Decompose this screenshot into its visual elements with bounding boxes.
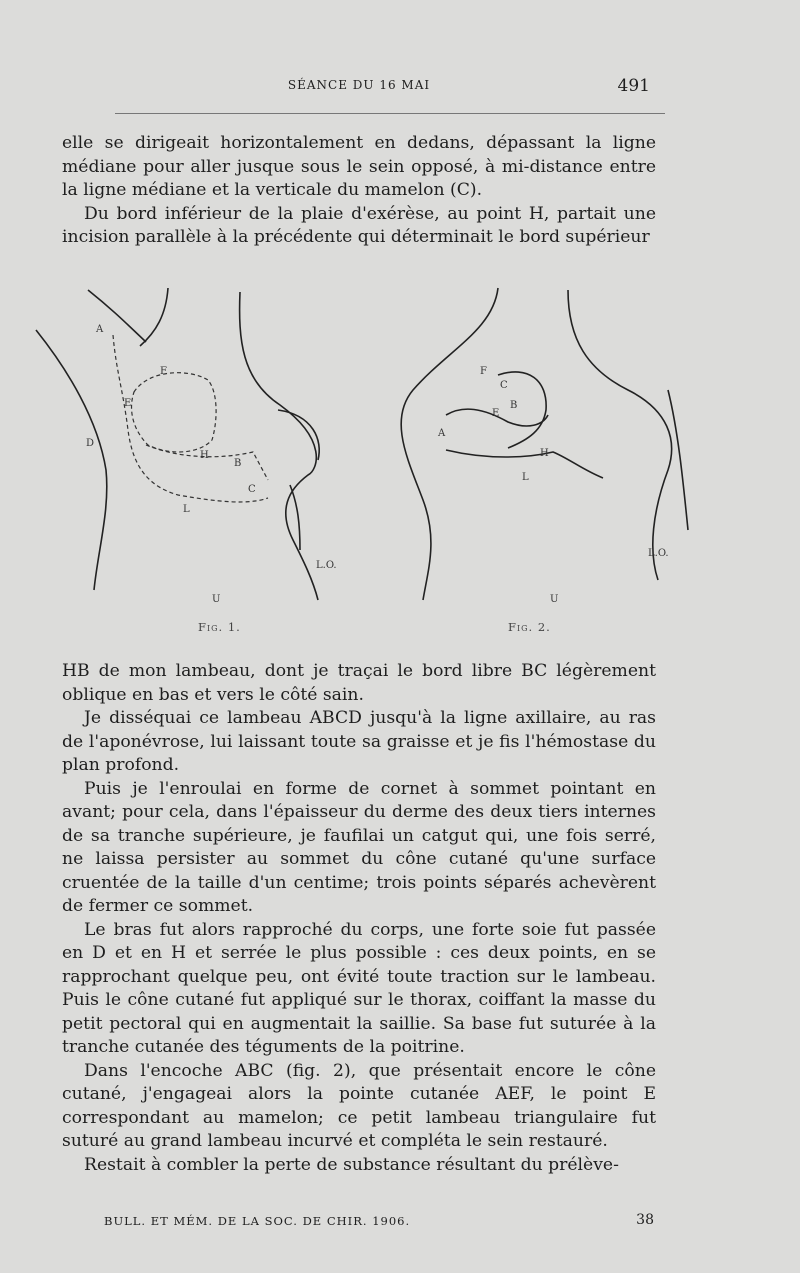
- label-H: H: [540, 448, 549, 459]
- label-C: C: [248, 484, 256, 495]
- running-title: SÉANCE DU 16 MAI: [287, 78, 431, 92]
- surgical-diagrams: [28, 280, 708, 620]
- paragraph: elle se dirigeait horizontalement en dedans, dépassant la ligne médiane pour aller jusque sous le sein opposé, à mi-distance entre la ligne médiane et la verticale du mamelon (C).: [62, 133, 656, 200]
- page-number: 491: [617, 76, 650, 96]
- paragraph: Du bord inférieur de la plaie d'exérèse, au point H, partait une incision parallèle à la précédente qui déterminait le bord supérieur: [62, 203, 656, 247]
- label-A: A: [96, 324, 104, 335]
- paragraph: Je disséquai ce lambeau ABCD jusqu'à la ligne axillaire, au ras de l'aponévrose, lui laissant toute sa graisse et je fis l'hémostase du plan profond.: [62, 708, 656, 775]
- label-F: F: [160, 366, 167, 377]
- figures: [28, 280, 708, 650]
- label-L: L: [183, 504, 190, 515]
- figure-2-caption: Fig. 2.: [508, 620, 551, 634]
- journal-citation: BULL. ET MÉM. DE LA SOC. DE CHIR. 1906.: [104, 1214, 411, 1228]
- paragraph: Dans l'encoche ABC (fig. 2), que présentait encore le cône cutané, j'engageai alors la pointe cutanée AEF, le point E correspondant au mamelon; ce petit lambeau triangulaire fut suturé au grand lambeau incurvé et compléta le sein restauré.: [62, 1060, 656, 1151]
- paragraph: Puis je l'enroulai en forme de cornet à sommet pointant en avant; pour cela, dans l'épaisseur du derme des deux tiers internes de sa tranche supérieure, je faufilai un catgut qui, une fois serré, ne laissa persister au sommet du cône cutané qu'une surface cruentée de la taille d'un centime; trois points séparés achevèrent de fermer ce sommet.: [62, 778, 656, 916]
- label-E: E: [492, 408, 500, 419]
- label-LO: L.O.: [316, 560, 337, 571]
- label-U: U: [212, 594, 221, 605]
- header-rule: [115, 113, 665, 114]
- page-header: [62, 76, 656, 100]
- text-block-bottom: [62, 660, 656, 1177]
- label-C: C: [500, 380, 508, 391]
- label-H: H: [200, 450, 209, 461]
- paragraph: Restait à combler la perte de substance résultant du prélève-: [84, 1154, 619, 1175]
- label-B: B: [510, 400, 518, 411]
- label-A: A: [438, 428, 446, 439]
- figure-2-drawing: [401, 288, 688, 605]
- label-LO: L.O.: [648, 548, 669, 559]
- label-F: F: [480, 366, 487, 377]
- label-L: L: [522, 472, 529, 483]
- signature-mark: 38: [636, 1212, 654, 1228]
- page-footer: [62, 1214, 656, 1234]
- label-D: D: [86, 438, 95, 449]
- label-E: E: [124, 398, 132, 409]
- text-block-top: [62, 132, 656, 250]
- figure-1-drawing: [36, 288, 337, 605]
- figure-1-caption: Fig. 1.: [198, 620, 241, 634]
- paragraph: Le bras fut alors rapproché du corps, une forte soie fut passée en D et en H et serrée le plus possible : ces deux points, en se rapprochant quelque peu, ont évité toute traction sur le lambeau. Puis le cône cutané fut appliqué sur le thorax, coiffant la masse du petit pectoral qui en augmentait la saillie. Sa base fut suturée à la tranche cutanée des téguments de la poitrine.: [62, 919, 656, 1057]
- label-B: B: [234, 458, 242, 469]
- label-U: U: [550, 594, 559, 605]
- paragraph: HB de mon lambeau, dont je traçai le bord libre BC légèrement oblique en bas et vers le côté sain.: [62, 661, 656, 705]
